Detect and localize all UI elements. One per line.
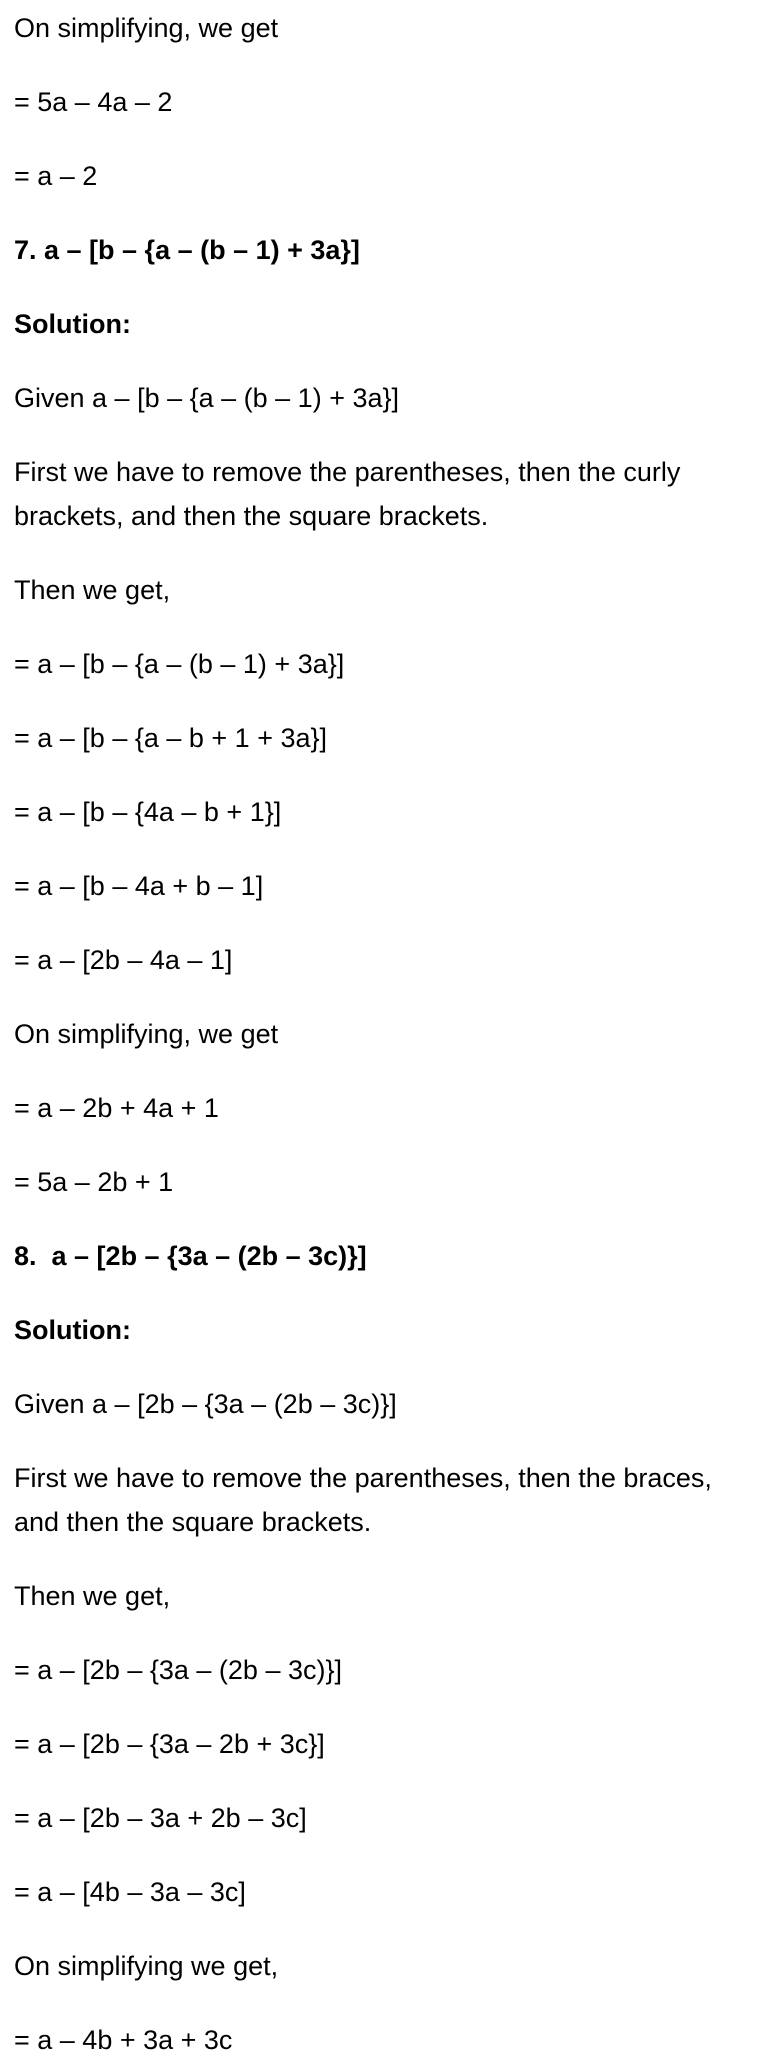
text-line: Then we get, — [14, 575, 171, 605]
equation-line: = a – 2 — [14, 161, 98, 191]
equation-line: = a – [b – {4a – b + 1}] — [14, 797, 282, 827]
equation-line: = a – [4b – 3a – 3c] — [14, 1877, 246, 1907]
text-line: Given a – [2b – {3a – (2b – 3c)}] — [14, 1389, 397, 1419]
equation-line: = a – [b – {a – (b – 1) + 3a}] — [14, 649, 345, 679]
equation-line: = a – [2b – 4a – 1] — [14, 945, 233, 975]
equation-line: = a – [2b – {3a – (2b – 3c)}] — [14, 1655, 342, 1685]
text-line: On simplifying, we get — [14, 13, 279, 43]
equation-line: = a – [2b – {3a – 2b + 3c}] — [14, 1729, 325, 1759]
text-line: On simplifying, we get — [14, 1019, 279, 1049]
equation-line: = a – 2b + 4a + 1 — [14, 1093, 219, 1123]
question-heading: 7. a – [b – {a – (b – 1) + 3a}] — [14, 235, 360, 265]
question-heading: 8. a – [2b – {3a – (2b – 3c)}] — [14, 1241, 367, 1271]
text-line: Given a – [b – {a – (b – 1) + 3a}] — [14, 383, 400, 413]
paragraph: First we have to remove the parentheses, then the curly brackets, and then the square brackets. — [14, 457, 688, 531]
solution-heading: Solution: — [14, 309, 131, 339]
equation-line: = a – 4b + 3a + 3c — [14, 2025, 233, 2055]
text-line: On simplifying we get, — [14, 1951, 279, 1981]
equation-line: = a – [2b – 3a + 2b – 3c] — [14, 1803, 307, 1833]
equation-line: = a – [b – 4a + b – 1] — [14, 871, 264, 901]
paragraph: First we have to remove the parentheses, then the braces, and then the square brackets. — [14, 1463, 720, 1537]
equation-line: = a – [b – {a – b + 1 + 3a}] — [14, 723, 328, 753]
equation-line: = 5a – 4a – 2 — [14, 87, 173, 117]
solution-heading: Solution: — [14, 1315, 131, 1345]
equation-line: = 5a – 2b + 1 — [14, 1167, 174, 1197]
text-line: Then we get, — [14, 1581, 171, 1611]
